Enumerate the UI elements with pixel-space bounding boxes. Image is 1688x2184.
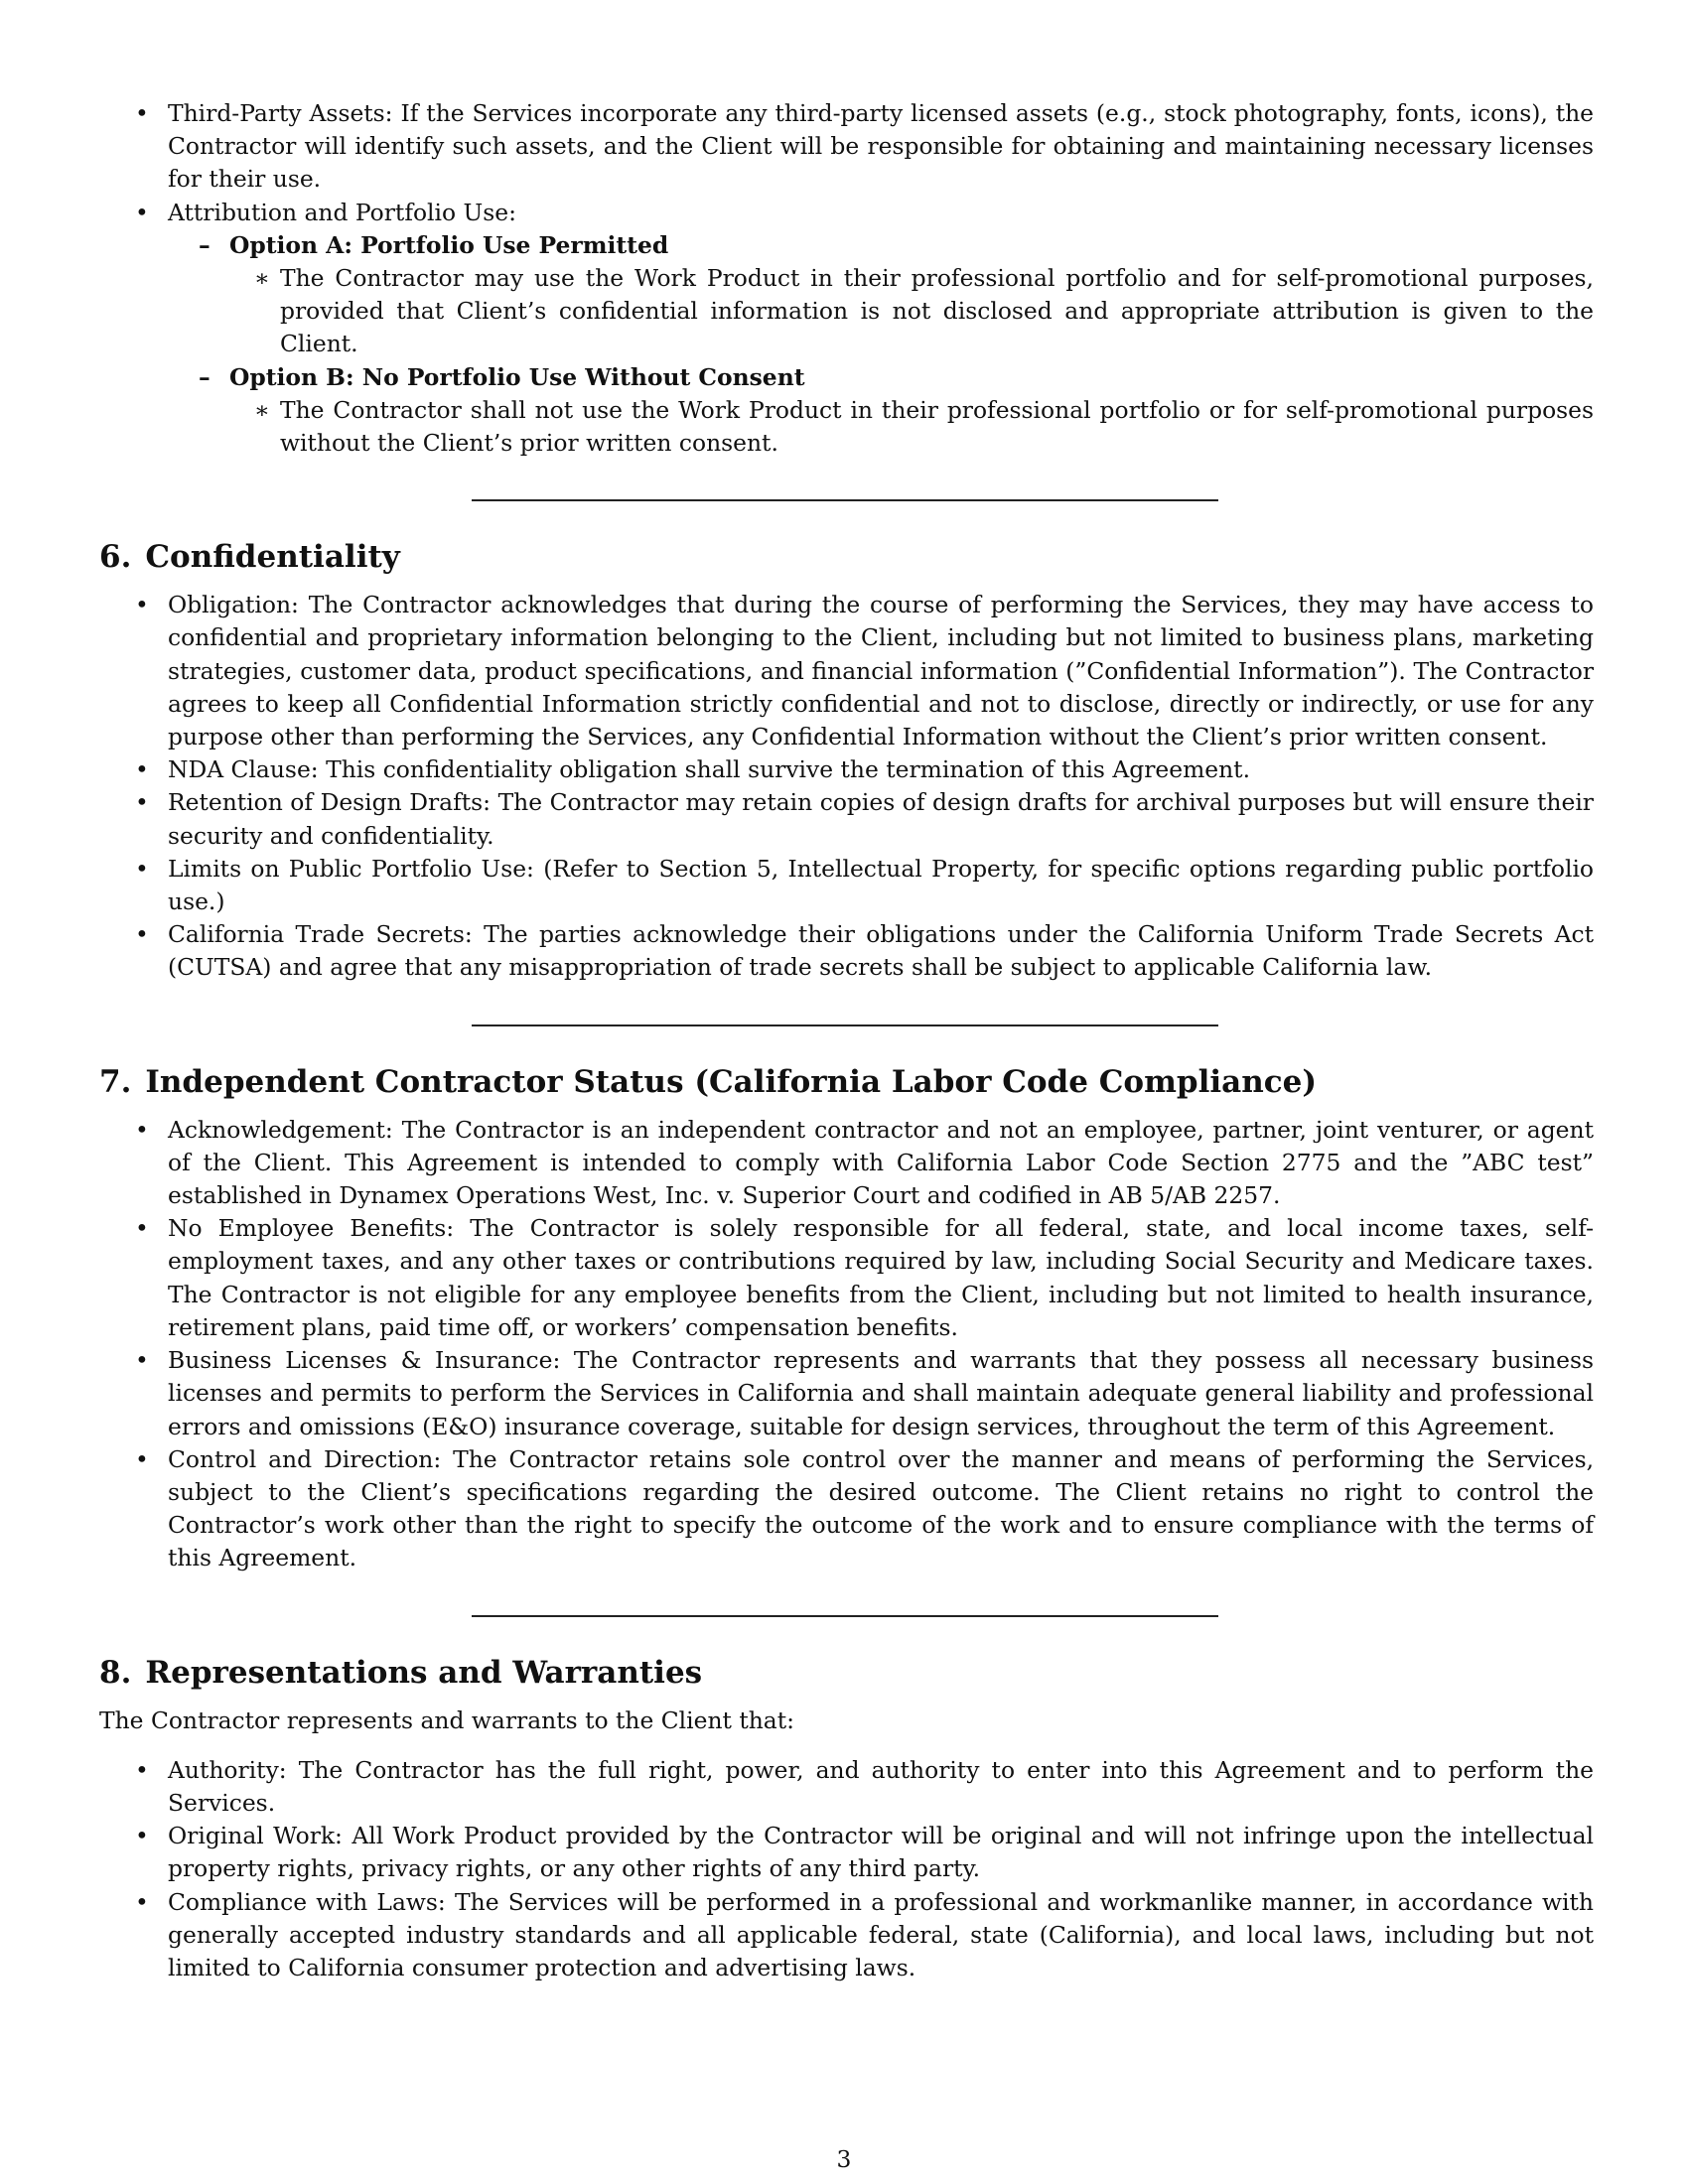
list-item: • Business Licenses & Insurance: The Contractor represents and warrants that they possess all necessary business licenses and permits to perform the Services in California and shall maintain adequate general liability and professional errors and omissions (E&O) insurance coverage, suitable for design services, throughout the term of this Agreement. [99, 1344, 1594, 1443]
section8-list [99, 1754, 1594, 1984]
option-title: Option B: No Portfolio Use Without Consent [229, 362, 805, 391]
page-number: 3 [836, 2145, 852, 2173]
list-item [99, 197, 1594, 461]
section6-list [99, 589, 1594, 984]
section-divider [472, 1615, 1218, 1617]
item-label: Attribution and Portfolio Use: [168, 198, 516, 226]
section-divider [472, 1024, 1218, 1026]
list-item [99, 97, 1594, 197]
list-item: • No Employee Benefits: The Contractor is solely responsible for all federal, state, and local income taxes, self-employment taxes, and any other taxes or contributions required by law, including Social Security and Medicare taxes. The Contractor is not eligible for any employee benefits from the Client, including but not limited to health insurance, retirement plans, paid time off, or workers’ compensation benefits. [99, 1212, 1594, 1344]
section7-list [99, 1114, 1594, 1575]
option-title: Option A: Portfolio Use Permitted [229, 230, 669, 259]
option-text: ∗ The Contractor may use the Work Product in their professional portfolio and for self-promotional purposes, provided that Client’s confidential information is not disclosed and appropriate attribution is given to the Client. [229, 262, 1594, 361]
list-item: • Limits on Public Portfolio Use: (Refer to Section 5, Intellectual Property, for specific options regarding public portfolio use.) [99, 853, 1594, 918]
list-item: • Control and Direction: The Contractor retains sole control over the manner and means of performing the Services, subject to the Client’s specifications regarding the desired outcome. The Client retains no right to control the Contractor’s work other than the right to specify the outcome of the work and to ensure compliance with the terms of this Agreement. [99, 1443, 1594, 1575]
list-item: • Retention of Design Drafts: The Contractor may retain copies of design drafts for archival purposes but will ensure their security and confidentiality. [99, 786, 1594, 852]
option-text: ∗ The Contractor shall not use the Work Product in their professional portfolio or for self-promotional purposes without the Client’s prior written consent. [229, 394, 1594, 460]
list-item: • Acknowledgement: The Contractor is an independent contractor and not an employee, partner, joint venturer, or agent of the Client. This Agreement is intended to comply with California Labor Code Section 2775 and the ”ABC test” established in Dynamex Operations West, Inc. v. Superior Court and codified in AB 5/AB 2257. [99, 1114, 1594, 1213]
option-b [168, 361, 1594, 461]
document-page [99, 97, 1594, 1984]
list-item: • Original Work: All Work Product provided by the Contractor will be original and will not infringe upon the intellectual property rights, privacy rights, or any other rights of any third party. [99, 1820, 1594, 1885]
list-item: • Obligation: The Contractor acknowledges that during the course of performing the Services, they may have access to confidential and proprietary information belonging to the Client, including but not limited to business plans, marketing strategies, customer data, product specifications, and financial information (”Confidential Information”). The Contractor agrees to keep all Confidential Information strictly confidential and not to disclose, directly or indirectly, or use for any purpose other than performing the Services, any Confidential Information without the Client’s prior written consent. [99, 589, 1594, 753]
section-heading: 6. Confidentiality [99, 539, 400, 576]
item-label: Third-Party Assets: [168, 99, 393, 127]
option-list [168, 229, 1594, 460]
section-heading: 8. Representations and Warranties [99, 1654, 703, 1691]
list-item: • NDA Clause: This confidentiality obligation shall survive the termination of this Agreement. [99, 753, 1594, 786]
list-item: • Compliance with Laws: The Services will be performed in a professional and workmanlike manner, in accordance with generally accepted industry standards and all applicable federal, state (California), and local laws, including but not limited to California consumer protection and advertising laws. [99, 1886, 1594, 1985]
item-text: If the Services incorporate any third-party licensed assets (e.g., stock photography, fonts, icons), the Contractor will identify such assets, and the Client will be responsible for obtaining and maintaining necessary licenses for their use. [168, 99, 1595, 194]
section-heading: 7. Independent Contractor Status (California Labor Code Compliance) [99, 1063, 1318, 1100]
list-item: • Authority: The Contractor has the full right, power, and authority to enter into this Agreement and to perform the Services. [99, 1754, 1594, 1820]
option-a [168, 229, 1594, 361]
list-item: • California Trade Secrets: The parties acknowledge their obligations under the California Uniform Trade Secrets Act (CUTSA) and agree that any misappropriation of trade secrets shall be subject to applicable California law. [99, 918, 1594, 984]
section-intro: The Contractor represents and warrants to the Client that: [99, 1706, 795, 1734]
ip-continued-list [99, 97, 1594, 460]
section-divider [472, 499, 1218, 501]
